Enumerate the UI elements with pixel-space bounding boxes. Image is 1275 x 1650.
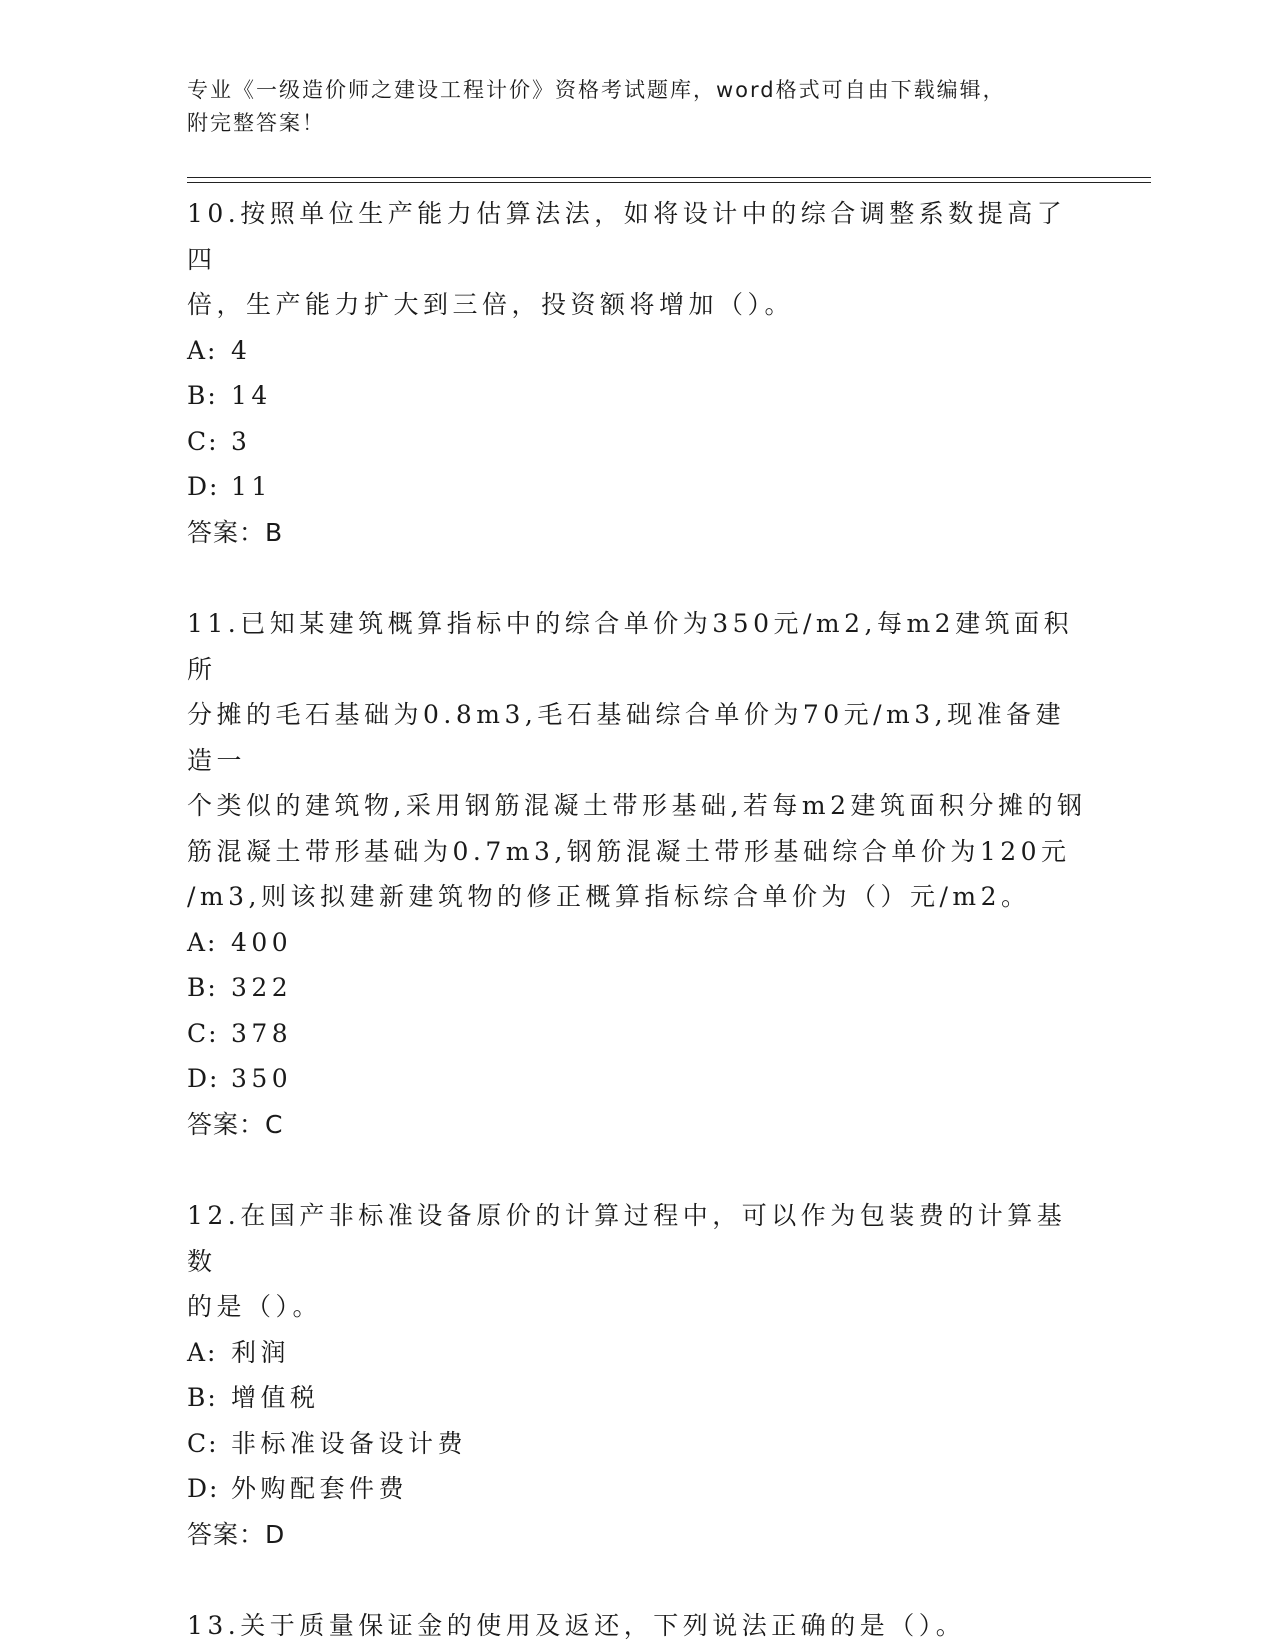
option-letter: C: xyxy=(187,1018,219,1048)
option-letter: D: xyxy=(187,472,220,501)
header-divider-top xyxy=(187,177,1151,178)
option-text: 利润 xyxy=(231,1337,291,1367)
answer-line: 答案：B xyxy=(187,517,284,547)
question-spacer xyxy=(187,1557,1087,1603)
answer-line: 答案：D xyxy=(187,1519,286,1549)
option-a xyxy=(187,1330,1087,1376)
question-10 xyxy=(187,191,1087,555)
question-text-line: 10.按照单位生产能力估算法法，如将设计中的综合调整系数提高了四 xyxy=(187,199,1067,274)
header-divider-bottom xyxy=(187,182,1151,183)
option-letter: A: xyxy=(187,335,218,365)
document-header xyxy=(187,74,1067,140)
option-text: 外购配套件费 xyxy=(231,1474,409,1503)
question-text-line: 个类似的建筑物,采用钢筋混凝土带形基础,若每m2建筑面积分摊的钢 xyxy=(187,791,1087,820)
option-c xyxy=(187,419,1087,465)
option-letter: C: xyxy=(187,1428,219,1458)
header-line-1: 专业《一级造价师之建设工程计价》资格考试题库，word格式可自由下载编辑， xyxy=(187,78,1006,102)
question-text-line: /m3,则该拟建新建筑物的修正概算指标综合单价为（）元/m2。 xyxy=(187,882,1031,911)
question-text-line: 13.关于质量保证金的使用及返还，下列说法正确的是（）。 xyxy=(187,1611,966,1640)
option-text: 11 xyxy=(231,472,272,501)
option-letter: B: xyxy=(187,1383,218,1412)
question-11 xyxy=(187,601,1087,1147)
option-d xyxy=(187,1466,1087,1512)
question-list xyxy=(187,191,1087,1649)
option-d xyxy=(187,464,1087,510)
question-text-line: 倍，生产能力扩大到三倍，投资额将增加（）。 xyxy=(187,290,795,319)
question-text-line: 筋混凝土带形基础为0.7m3,钢筋混凝土带形基础综合单价为120元 xyxy=(187,836,1071,866)
option-text: 4 xyxy=(231,335,252,365)
option-d xyxy=(187,1056,1087,1102)
question-text-line: 的是（）。 xyxy=(187,1292,323,1321)
option-text: 378 xyxy=(231,1018,293,1048)
option-a xyxy=(187,328,1087,374)
option-text: 非标准设备设计费 xyxy=(231,1428,468,1458)
option-a xyxy=(187,920,1087,966)
option-letter: B: xyxy=(187,973,218,1002)
option-text: 322 xyxy=(231,973,293,1002)
header-line-2: 附完整答案！ xyxy=(187,111,325,135)
question-text-line: 11.已知某建筑概算指标中的综合单价为350元/m2,每m2建筑面积所 xyxy=(187,609,1074,684)
question-spacer xyxy=(187,1147,1087,1193)
option-text: 14 xyxy=(231,381,272,410)
option-text: 3 xyxy=(231,426,252,456)
option-letter: B: xyxy=(187,381,218,410)
option-text: 增值税 xyxy=(231,1383,320,1412)
question-text-line: 12.在国产非标准设备原价的计算过程中，可以作为包装费的计算基数 xyxy=(187,1201,1067,1276)
question-text-line: 分摊的毛石基础为0.8m3,毛石基础综合单价为70元/m3,现准备建造一 xyxy=(187,700,1066,775)
question-spacer xyxy=(187,555,1087,601)
option-text: 400 xyxy=(231,927,293,957)
option-letter: A: xyxy=(187,1337,218,1367)
answer-line: 答案：C xyxy=(187,1109,284,1139)
option-letter: D: xyxy=(187,1474,220,1503)
option-letter: C: xyxy=(187,426,219,456)
question-12 xyxy=(187,1193,1087,1557)
question-13 xyxy=(187,1603,1087,1649)
option-text: 350 xyxy=(231,1064,293,1093)
option-b xyxy=(187,965,1087,1011)
option-c xyxy=(187,1421,1087,1467)
option-b xyxy=(187,1375,1087,1421)
option-letter: D: xyxy=(187,1064,220,1093)
option-b xyxy=(187,373,1087,419)
option-letter: A: xyxy=(187,927,218,957)
option-c xyxy=(187,1011,1087,1057)
